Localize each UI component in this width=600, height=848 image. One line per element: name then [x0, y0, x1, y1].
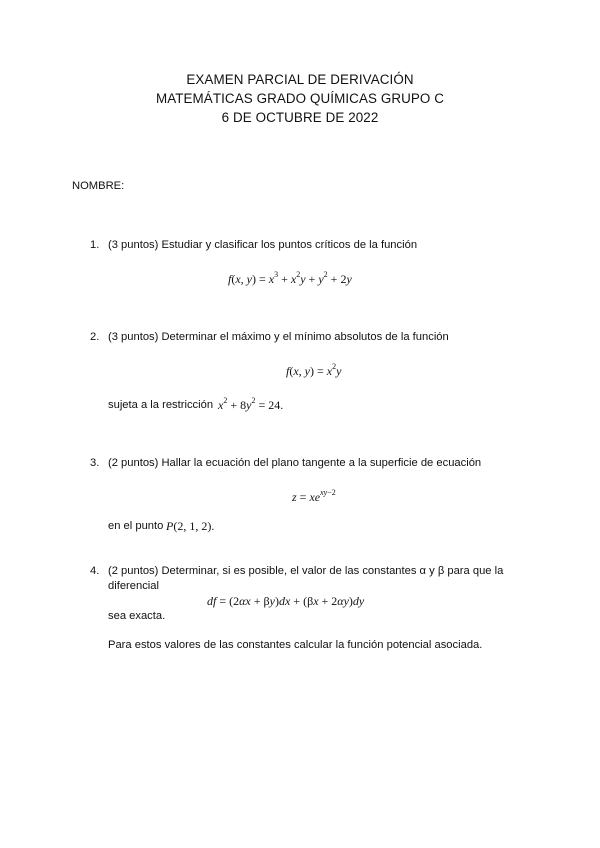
question-text: (2 puntos) Determinar, si es posible, el valor de las constantes α y β para que la [108, 565, 504, 577]
question-number: 2. [90, 331, 100, 343]
exam-subtitle: MATEMÁTICAS GRADO QUÍMICAS GRUPO C [155, 91, 445, 106]
question-after: sea exacta. [108, 610, 166, 622]
constraint-formula: $x^2 + 8y^2 = 24$. [218, 396, 284, 412]
exam-title: EXAMEN PARCIAL DE DERIVACIÓN [186, 72, 414, 87]
point-label: en el punto [108, 520, 164, 532]
formula: f(x, $y) = x^3 + x^2y + y^2 + 2y$ [228, 270, 352, 286]
constraint-label: sujeta a la restricción [108, 399, 214, 411]
question-extra: Para estos valores de las constantes calcular la función potencial asociada. [108, 639, 483, 651]
question-text: (3 puntos) Determinar el máximo y el mínimo absolutos de la función [108, 331, 449, 343]
exam-date: 6 DE OCTUBRE DE 2022 [221, 110, 379, 125]
name-label: NOMBRE: [72, 180, 125, 192]
formula: $z = xe^{xy-2}$ [292, 488, 336, 504]
question-number: 1. [90, 239, 100, 251]
question-number: 3. [90, 457, 100, 469]
question-text-cont: diferencial [108, 580, 159, 592]
question-text: (2 puntos) Hallar la ecuación del plano tangente a la superficie de ecuación [108, 457, 482, 469]
question-number: 4. [90, 565, 100, 577]
formula: df = (2αx + βy)dx + (βx + 2αy)dy [207, 594, 365, 608]
question-text: (3 puntos) Estudiar y clasificar los puntos críticos de la función [108, 239, 418, 251]
formula: f(x, $y) = x^2y$ [286, 362, 342, 378]
point-formula: P(2, 1, 2). [166, 519, 215, 533]
